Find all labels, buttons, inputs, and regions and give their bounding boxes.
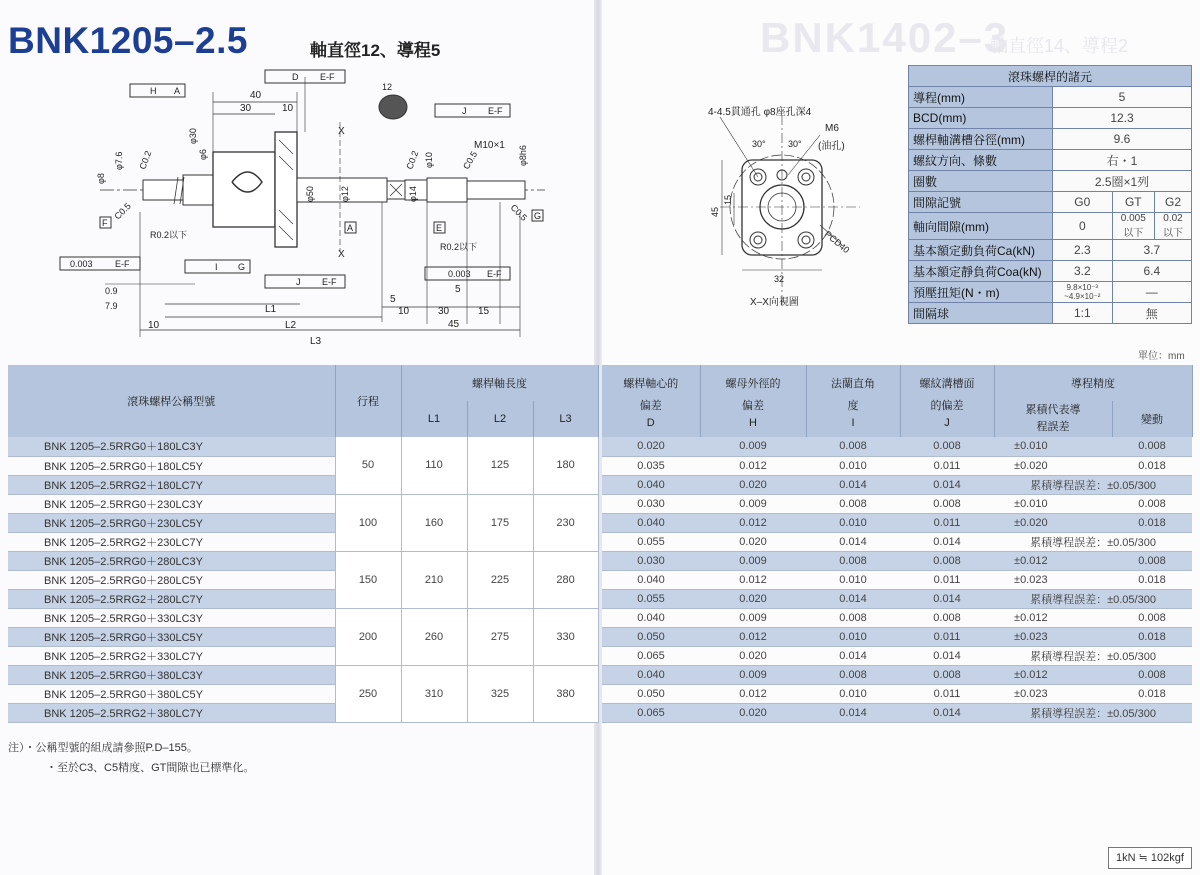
spec-value: 右・1: [1053, 150, 1192, 171]
frame-j-2: J: [296, 277, 301, 287]
spec-row: [909, 261, 1192, 282]
spec-key: 間隔球: [909, 303, 1053, 324]
datum-e: E: [436, 223, 443, 233]
h-cell: 0.020: [700, 646, 806, 665]
dim-l2: L2: [285, 320, 297, 331]
l3-cell: 330: [533, 608, 598, 665]
d-cell: 0.040: [602, 570, 700, 589]
view-pcd: PCD40: [822, 228, 852, 256]
model-cell: BNK 1205–2.5RRG0＋330LC5Y: [8, 627, 335, 646]
variation-cell: 0.008: [1112, 665, 1192, 684]
i-cell: 0.008: [806, 551, 900, 570]
variation-cell: 0.008: [1112, 494, 1192, 513]
dim-c02a: C0.2: [137, 149, 154, 171]
i-cell: 0.008: [806, 437, 900, 456]
i-cell: 0.008: [806, 494, 900, 513]
l1-cell: 210: [401, 551, 467, 608]
frame-ef-4: E-F: [322, 277, 337, 287]
l2-cell: 125: [467, 437, 533, 494]
table-row: [8, 703, 1192, 722]
l1-cell: 310: [401, 665, 467, 722]
spec-row: [909, 150, 1192, 171]
view-angle-a: 30°: [752, 139, 766, 149]
table-row: [8, 684, 1192, 703]
header-l2: L2: [467, 401, 533, 437]
spec-row: [909, 108, 1192, 129]
cumulative-cell: ±0.012: [994, 665, 1112, 684]
unit-conversion-label: 1kN ≒ 102kgf: [1108, 847, 1192, 869]
dim-d30: φ30: [188, 128, 198, 144]
dim-10a: 10: [282, 103, 294, 114]
table-row: [8, 570, 1192, 589]
h-cell: 0.020: [700, 475, 806, 494]
dim-40: 40: [250, 90, 262, 101]
dim-7-9: 7.9: [105, 301, 118, 311]
spec-key: 間隙記號: [909, 192, 1053, 213]
l3-cell: 280: [533, 551, 598, 608]
cumulative-cell: 累積導程誤差：±0.05/300: [994, 646, 1192, 665]
model-cell: BNK 1205–2.5RRG2＋280LC7Y: [8, 589, 335, 608]
spec-row: [909, 213, 1192, 240]
frame-j-1: J: [462, 106, 467, 116]
dim-45: 45: [448, 319, 460, 330]
dim-d10: φ10: [424, 152, 434, 168]
i-cell: 0.010: [806, 627, 900, 646]
i-cell: 0.010: [806, 513, 900, 532]
h-cell: 0.009: [700, 608, 806, 627]
i-cell: 0.014: [806, 703, 900, 722]
model-cell: BNK 1205–2.5RRG0＋380LC5Y: [8, 684, 335, 703]
spec-value: 6.4: [1112, 261, 1191, 282]
spec-value: G0: [1053, 192, 1113, 213]
h-cell: 0.009: [700, 494, 806, 513]
page-subtitle: 軸直徑12、導程5: [310, 41, 441, 60]
view-angle-b: 30°: [788, 139, 802, 149]
dim-x-bottom: X: [338, 249, 345, 260]
dim-x-top: X: [338, 126, 345, 137]
header-variation: 變動: [1112, 401, 1192, 437]
spec-key: 基本額定靜負荷Coa(kN): [909, 261, 1053, 282]
i-cell: 0.010: [806, 570, 900, 589]
header-accuracy: 導程精度: [994, 365, 1192, 401]
l1-cell: 110: [401, 437, 467, 494]
spec-key: 圈數: [909, 171, 1053, 192]
spec-row: [909, 240, 1192, 261]
table-row: [8, 513, 1192, 532]
dim-r02a: R0.2以下: [150, 230, 188, 240]
spec-value: 1:1: [1053, 303, 1113, 324]
j-cell: 0.014: [900, 532, 994, 551]
h-cell: 0.012: [700, 684, 806, 703]
j-cell: 0.008: [900, 608, 994, 627]
model-table: [8, 365, 1193, 723]
header-d-label: 螺桿軸心的偏差: [623, 378, 679, 412]
spec-value: 12.3: [1053, 108, 1192, 129]
l3-cell: 230: [533, 494, 598, 551]
table-row: [8, 589, 1192, 608]
table-row: [8, 665, 1192, 684]
model-cell: BNK 1205–2.5RRG0＋230LC5Y: [8, 513, 335, 532]
header-j-label: 螺紋溝槽面的偏差: [919, 378, 975, 412]
dim-10b: 10: [398, 306, 410, 317]
model-cell: BNK 1205–2.5RRG0＋280LC5Y: [8, 570, 335, 589]
stroke-cell: 150: [335, 551, 401, 608]
frame-tol-2: 0.003: [448, 269, 471, 279]
header-h-label: 螺母外徑的偏差: [725, 378, 781, 412]
spec-value: 9.8×10⁻³ ~4.9×10⁻²: [1053, 282, 1113, 303]
frame-d: D: [292, 72, 299, 82]
header-i-symbol: I: [851, 417, 855, 429]
l1-cell: 160: [401, 494, 467, 551]
j-cell: 0.011: [900, 684, 994, 703]
spec-value: 9.6: [1053, 129, 1192, 150]
flange-view-drawing: [700, 95, 900, 345]
d-cell: 0.050: [602, 627, 700, 646]
view-dim-45: 45: [710, 206, 720, 217]
frame-h: H: [150, 86, 157, 96]
model-cell: BNK 1205–2.5RRG0＋230LC3Y: [8, 494, 335, 513]
dim-30b: 30: [438, 306, 450, 317]
view-dim-15: 15: [723, 194, 733, 205]
cumulative-cell: ±0.023: [994, 627, 1112, 646]
spec-value: GT: [1112, 192, 1154, 213]
i-cell: 0.014: [806, 646, 900, 665]
h-cell: 0.012: [700, 456, 806, 475]
ghost-subtitle: 軸直徑14、導程2: [990, 36, 1129, 56]
header-j-symbol: J: [944, 417, 950, 429]
datum-a: A: [347, 223, 354, 233]
cumulative-cell: ±0.012: [994, 608, 1112, 627]
j-cell: 0.014: [900, 589, 994, 608]
spec-row: [909, 171, 1192, 192]
h-cell: 0.009: [700, 551, 806, 570]
model-cell: BNK 1205–2.5RRG0＋380LC3Y: [8, 665, 335, 684]
l1-cell: 260: [401, 608, 467, 665]
j-cell: 0.008: [900, 437, 994, 456]
d-cell: 0.040: [602, 475, 700, 494]
d-cell: 0.035: [602, 456, 700, 475]
view-holes-label: 4-4.5貫通孔 φ8座孔深4: [708, 107, 812, 118]
d-cell: 0.055: [602, 532, 700, 551]
variation-cell: 0.018: [1112, 456, 1192, 475]
j-cell: 0.011: [900, 513, 994, 532]
frame-g: G: [238, 262, 246, 272]
h-cell: 0.020: [700, 532, 806, 551]
stroke-cell: 100: [335, 494, 401, 551]
spec-row: [909, 129, 1192, 150]
table-row: [8, 551, 1192, 570]
table-row: [8, 646, 1192, 665]
d-cell: 0.055: [602, 589, 700, 608]
model-cell: BNK 1205–2.5RRG2＋180LC7Y: [8, 475, 335, 494]
spec-value: 3.2: [1053, 261, 1113, 282]
cumulative-cell: ±0.010: [994, 494, 1112, 513]
table-row: [8, 437, 1192, 456]
frame-a: A: [174, 86, 181, 96]
frame-ef-2: E-F: [488, 106, 503, 116]
dim-d50: φ50: [305, 186, 315, 202]
l2-cell: 275: [467, 608, 533, 665]
dim-c05a: C0.5: [112, 200, 133, 222]
dim-d7-6: φ7.6: [114, 151, 124, 170]
table-row: [8, 532, 1192, 551]
variation-cell: 0.008: [1112, 608, 1192, 627]
table-row: [8, 456, 1192, 475]
d-cell: 0.030: [602, 551, 700, 570]
j-cell: 0.008: [900, 494, 994, 513]
h-cell: 0.009: [700, 437, 806, 456]
j-cell: 0.011: [900, 570, 994, 589]
spec-key: BCD(mm): [909, 108, 1053, 129]
j-cell: 0.014: [900, 703, 994, 722]
spec-value: 3.7: [1112, 240, 1191, 261]
datum-g: G: [534, 211, 542, 221]
spec-value: 0.005以下: [1112, 213, 1154, 240]
h-cell: 0.020: [700, 589, 806, 608]
l3-cell: 380: [533, 665, 598, 722]
view-dim-32: 32: [774, 274, 785, 284]
model-cell: BNK 1205–2.5RRG0＋330LC3Y: [8, 608, 335, 627]
h-cell: 0.012: [700, 627, 806, 646]
header-d-symbol: D: [646, 417, 655, 429]
datum-f: F: [102, 218, 108, 228]
cumulative-cell: ±0.012: [994, 551, 1112, 570]
i-cell: 0.014: [806, 475, 900, 494]
frame-ef-3: E-F: [115, 259, 130, 269]
spec-key: 導程(mm): [909, 87, 1053, 108]
dim-c02b: C0.2: [404, 149, 421, 171]
variation-cell: 0.018: [1112, 627, 1192, 646]
dim-c05c: C0.5: [508, 202, 530, 223]
dim-d8h6: φ8h6: [518, 145, 528, 166]
l2-cell: 325: [467, 665, 533, 722]
l2-cell: 175: [467, 494, 533, 551]
header-cumulative: [994, 401, 1112, 437]
dim-d6: φ6: [198, 149, 208, 160]
model-cell: BNK 1205–2.5RRG0＋180LC5Y: [8, 456, 335, 475]
d-cell: 0.040: [602, 513, 700, 532]
d-cell: 0.040: [602, 665, 700, 684]
variation-cell: 0.008: [1112, 437, 1192, 456]
d-cell: 0.020: [602, 437, 700, 456]
j-cell: 0.011: [900, 456, 994, 475]
j-cell: 0.011: [900, 627, 994, 646]
i-cell: 0.008: [806, 608, 900, 627]
spec-value: —: [1112, 282, 1191, 303]
spec-key: 螺紋方向、條數: [909, 150, 1053, 171]
dim-0-9: 0.9: [105, 286, 118, 296]
dim-d8: φ8: [96, 173, 106, 184]
spec-key: 螺桿軸溝槽谷徑(mm): [909, 129, 1053, 150]
i-cell: 0.014: [806, 532, 900, 551]
spec-key: 軸向間隙(mm): [909, 213, 1053, 240]
header-d: [602, 365, 700, 437]
variation-cell: 0.018: [1112, 570, 1192, 589]
view-caption: X–X向視圖: [750, 297, 799, 308]
header-i-label: 法蘭直角度: [831, 378, 876, 412]
stroke-cell: 200: [335, 608, 401, 665]
table-row: [8, 475, 1192, 494]
dim-15: 15: [478, 306, 490, 317]
cumulative-cell: ±0.023: [994, 570, 1112, 589]
spec-value: 2.5圈×1列: [1053, 171, 1192, 192]
note-2: ・至於C3、C5精度、GT間隙也已標準化。: [46, 762, 255, 774]
page-title: BNK1205–2.5: [8, 20, 248, 61]
frame-i: I: [215, 262, 218, 272]
header-stroke: 行程: [335, 365, 401, 437]
cumulative-cell: ±0.020: [994, 513, 1112, 532]
header-h-symbol: H: [749, 417, 757, 429]
stroke-cell: 50: [335, 437, 401, 494]
cumulative-cell: 累積導程誤差：±0.05/300: [994, 475, 1192, 494]
view-oil-label: (油孔): [818, 141, 845, 152]
d-cell: 0.065: [602, 646, 700, 665]
dim-5: 5: [390, 294, 396, 305]
spec-table: [908, 65, 1192, 324]
cumulative-cell: 累積導程誤差：±0.05/300: [994, 532, 1192, 551]
shaft-drawing: [0, 62, 590, 352]
header-l3: L3: [533, 401, 598, 437]
unit-label: 單位：mm: [1138, 351, 1185, 362]
dim-10c: 10: [148, 320, 160, 331]
cumulative-cell: ±0.010: [994, 437, 1112, 456]
variation-cell: 0.018: [1112, 513, 1192, 532]
spec-value: 5: [1053, 87, 1192, 108]
model-cell: BNK 1205–2.5RRG0＋280LC3Y: [8, 551, 335, 570]
spec-value: 0.02以下: [1155, 213, 1192, 240]
dim-10d: 5: [455, 284, 461, 295]
header-l1: L1: [401, 401, 467, 437]
model-cell: BNK 1205–2.5RRG2＋330LC7Y: [8, 646, 335, 665]
dim-l1: L1: [265, 304, 277, 315]
l2-cell: 225: [467, 551, 533, 608]
model-cell: BNK 1205–2.5RRG0＋180LC3Y: [8, 437, 335, 456]
d-cell: 0.050: [602, 684, 700, 703]
header-i: [806, 365, 900, 437]
variation-cell: 0.018: [1112, 684, 1192, 703]
j-cell: 0.008: [900, 665, 994, 684]
spec-value: 無: [1112, 303, 1191, 324]
spec-key: 基本額定動負荷Ca(kN): [909, 240, 1053, 261]
h-cell: 0.012: [700, 513, 806, 532]
model-cell: BNK 1205–2.5RRG2＋230LC7Y: [8, 532, 335, 551]
i-cell: 0.008: [806, 665, 900, 684]
spec-row: [909, 282, 1192, 303]
frame-ef-5: E-F: [487, 269, 502, 279]
header-model: 滾珠螺桿公稱型號: [8, 365, 335, 437]
variation-cell: 0.008: [1112, 551, 1192, 570]
view-m6-label: M6: [825, 123, 839, 134]
spec-key: 預壓扭矩(N・m): [909, 282, 1053, 303]
h-cell: 0.009: [700, 665, 806, 684]
spec-row: [909, 303, 1192, 324]
frame-ef-1: E-F: [320, 72, 335, 82]
spec-row: [909, 192, 1192, 213]
cumulative-cell: ±0.020: [994, 456, 1112, 475]
spec-title: 滾珠螺桿的諸元: [909, 66, 1192, 87]
dim-d12: φ12: [340, 186, 350, 202]
h-cell: 0.020: [700, 703, 806, 722]
d-cell: 0.030: [602, 494, 700, 513]
dim-30: 30: [240, 103, 252, 114]
spec-value: G2: [1155, 192, 1192, 213]
table-row: [8, 627, 1192, 646]
dim-r02b: R0.2以下: [440, 242, 478, 252]
spec-row: [909, 87, 1192, 108]
j-cell: 0.014: [900, 646, 994, 665]
dim-c05b: C0.5: [461, 149, 480, 171]
spec-value: 2.3: [1053, 240, 1113, 261]
footnotes: [8, 738, 254, 778]
header-h: [700, 365, 806, 437]
l3-cell: 180: [533, 437, 598, 494]
dim-d14: φ14: [408, 186, 418, 202]
note-1: 注）・公稱型號的組成請參照P.D–155。: [8, 742, 198, 754]
spec-value: 0: [1053, 213, 1113, 240]
i-cell: 0.010: [806, 684, 900, 703]
cumulative-cell: ±0.023: [994, 684, 1112, 703]
j-cell: 0.014: [900, 475, 994, 494]
i-cell: 0.014: [806, 589, 900, 608]
cumulative-cell: 累積導程誤差：±0.05/300: [994, 703, 1192, 722]
model-table-body: [8, 437, 1192, 722]
header-cum-label: 累積代表導程誤差: [1025, 404, 1081, 433]
cumulative-cell: 累積導程誤差：±0.05/300: [994, 589, 1192, 608]
table-row: [8, 608, 1192, 627]
table-row: [8, 494, 1192, 513]
header-length: 螺桿軸長度: [401, 365, 598, 401]
dim-l3: L3: [310, 336, 322, 347]
d-cell: 0.040: [602, 608, 700, 627]
model-cell: BNK 1205–2.5RRG2＋380LC7Y: [8, 703, 335, 722]
frame-tol-1: 0.003: [70, 259, 93, 269]
j-cell: 0.008: [900, 551, 994, 570]
ghost-title: BNK1402–3: [760, 14, 1010, 61]
dim-m10: M10×1: [474, 140, 505, 151]
stroke-cell: 250: [335, 665, 401, 722]
h-cell: 0.012: [700, 570, 806, 589]
d-cell: 0.065: [602, 703, 700, 722]
dim-12: 12: [382, 82, 393, 92]
header-j: [900, 365, 994, 437]
i-cell: 0.010: [806, 456, 900, 475]
